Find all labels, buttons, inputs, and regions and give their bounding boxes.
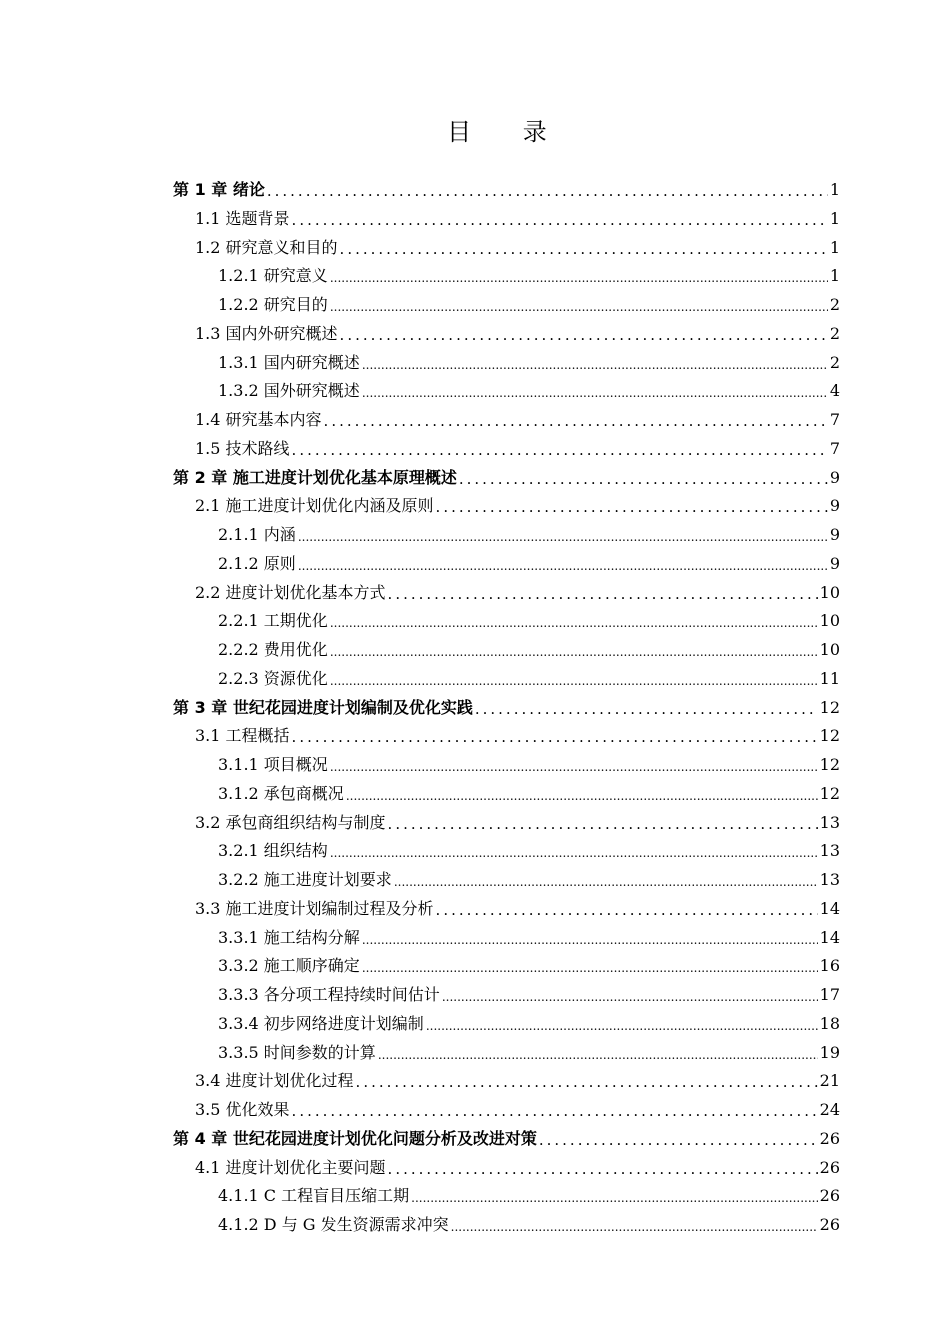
toc-entry-text: 1.3.1 国内研究概述 <box>218 352 360 372</box>
toc-entry-text: 1.3.2 国外研究概述 <box>218 381 360 401</box>
toc-entry-page-number: 26 <box>819 1215 840 1234</box>
toc-entry-page-number: 12 <box>819 783 840 803</box>
toc-entry-page-number: 10 <box>819 640 840 659</box>
toc-entry[interactable] <box>195 898 840 920</box>
toc-entry-page-number: 14 <box>819 927 840 947</box>
dot-leader <box>298 528 828 546</box>
dot-leader <box>539 1130 818 1150</box>
toc-entry-text: 第 4 章 世纪花园进度计划优化问题分析及改进对策 <box>173 1128 537 1148</box>
toc-entry[interactable] <box>218 927 840 949</box>
toc-entry-page-number: 24 <box>819 1100 840 1119</box>
toc-entry-text: 1.2 研究意义和目的 <box>195 237 338 257</box>
toc-entry[interactable] <box>218 553 840 575</box>
toc-entry[interactable] <box>173 697 840 719</box>
dot-leader <box>411 1189 818 1207</box>
dot-leader <box>340 239 828 259</box>
toc-entry-text: 1.2.1 研究意义 <box>218 266 328 286</box>
toc-entry-page-number: 9 <box>829 467 840 487</box>
toc-entry-text: 2.2.3 资源优化 <box>218 668 328 688</box>
toc-entry[interactable] <box>218 352 840 374</box>
toc-entry[interactable] <box>218 955 840 977</box>
toc-entry-page-number: 2 <box>829 352 840 372</box>
toc-entry-text: 2.2 进度计划优化基本方式 <box>195 582 386 602</box>
toc-entry[interactable] <box>218 668 840 690</box>
dot-leader <box>451 1218 818 1236</box>
toc-entry-text: 第 2 章 施工进度计划优化基本原理概述 <box>173 467 457 487</box>
dot-leader <box>356 1072 818 1092</box>
toc-entry-page-number: 1 <box>829 208 840 228</box>
toc-entry[interactable] <box>173 179 840 201</box>
toc-entry[interactable] <box>218 1214 840 1236</box>
toc-entry-text: 3.4 进度计划优化过程 <box>195 1071 354 1091</box>
dot-leader <box>388 814 818 834</box>
dot-leader <box>330 298 828 316</box>
toc-entry[interactable] <box>195 1070 840 1092</box>
dot-leader <box>442 988 818 1006</box>
dot-leader <box>298 557 828 575</box>
toc-title: 目 录 <box>447 118 569 146</box>
dot-leader <box>330 672 818 690</box>
dot-leader <box>267 181 828 201</box>
toc-entry[interactable] <box>195 812 840 834</box>
dot-leader <box>362 931 818 949</box>
toc-entry-page-number: 2 <box>829 295 840 314</box>
dot-leader <box>459 469 828 489</box>
toc-entry-page-number: 26 <box>819 1128 840 1148</box>
toc-entry[interactable] <box>218 639 840 661</box>
toc-entry-text: 2.2.2 费用优化 <box>218 640 328 659</box>
toc-entry-text: 第 1 章 绪论 <box>173 180 265 199</box>
dot-leader <box>362 959 818 977</box>
toc-entry-text: 3.3.2 施工顺序确定 <box>218 956 360 976</box>
toc-entry[interactable] <box>173 467 840 489</box>
toc-entry-page-number: 26 <box>819 1157 840 1177</box>
toc-entry-text: 1.4 研究基本内容 <box>195 410 322 429</box>
toc-entry-text: 4.1 进度计划优化主要问题 <box>195 1157 386 1177</box>
toc-entry-page-number: 9 <box>829 525 840 544</box>
toc-entry-text: 4.1.2 D 与 G 发生资源需求冲突 <box>218 1215 449 1234</box>
toc-entry-page-number: 10 <box>819 582 840 602</box>
toc-entry-text: 3.3.4 初步网络进度计划编制 <box>218 1013 424 1033</box>
toc-entry-page-number: 18 <box>819 1013 840 1033</box>
toc-entry[interactable] <box>195 237 840 259</box>
toc-entry-page-number: 4 <box>829 381 840 401</box>
toc-entry[interactable] <box>218 840 840 862</box>
toc-entry-text: 1.1 选题背景 <box>195 208 290 228</box>
toc-entry-page-number: 12 <box>819 697 840 717</box>
dot-leader <box>378 1046 818 1064</box>
dot-leader <box>436 900 818 920</box>
dot-leader <box>330 643 818 661</box>
toc-entry-page-number: 16 <box>819 956 840 976</box>
toc-entry-page-number: 1 <box>829 237 840 257</box>
dot-leader <box>388 584 818 604</box>
toc-entry-text: 3.2.1 组织结构 <box>218 841 328 861</box>
dot-leader <box>388 1159 818 1179</box>
toc-entry[interactable] <box>218 380 840 402</box>
toc-entry-page-number: 11 <box>819 668 840 688</box>
dot-leader <box>362 356 828 374</box>
toc-entry[interactable] <box>218 1185 840 1207</box>
toc-entry-page-number: 7 <box>829 410 840 429</box>
toc-entry-page-number: 21 <box>819 1071 840 1091</box>
toc-entry-page-number: 10 <box>819 611 840 631</box>
toc-entry-text: 2.1.2 原则 <box>218 553 296 573</box>
toc-entry[interactable] <box>218 984 840 1006</box>
toc-entry-text: 1.5 技术路线 <box>195 438 290 458</box>
toc-entry[interactable] <box>218 265 840 287</box>
toc-entry-page-number: 14 <box>819 898 840 918</box>
toc-entry[interactable] <box>218 754 840 776</box>
toc-entry[interactable] <box>195 438 840 460</box>
toc-entry[interactable] <box>218 869 840 891</box>
toc-entry-text: 3.3.1 施工结构分解 <box>218 927 360 947</box>
toc-entry-text: 2.1 施工进度计划优化内涵及原则 <box>195 496 434 516</box>
toc-entry[interactable] <box>195 725 840 747</box>
toc-entry[interactable] <box>195 323 840 345</box>
toc-entry-text: 2.2.1 工期优化 <box>218 611 328 631</box>
toc-entry[interactable] <box>195 208 840 230</box>
toc-entry-page-number: 12 <box>819 726 840 746</box>
toc-entry[interactable] <box>218 1013 840 1035</box>
toc-entry-text: 4.1.1 C 工程盲目压缩工期 <box>218 1186 410 1206</box>
dot-leader <box>330 614 818 632</box>
toc-entry-page-number: 12 <box>819 755 840 774</box>
dot-leader <box>292 1101 818 1121</box>
toc-entry-text: 3.2.2 施工进度计划要求 <box>218 870 392 889</box>
toc-entry-page-number: 1 <box>829 266 840 286</box>
toc-entry[interactable] <box>218 294 840 316</box>
toc-entry[interactable] <box>218 783 840 805</box>
toc-entry[interactable] <box>218 524 840 546</box>
toc-entry-text: 3.3.5 时间参数的计算 <box>218 1042 376 1062</box>
toc-entry-page-number: 13 <box>819 841 840 861</box>
dot-leader <box>394 873 818 891</box>
toc-entry-text: 3.1 工程概括 <box>195 726 290 746</box>
dot-leader <box>292 210 828 230</box>
toc-entry-text: 1.3 国内外研究概述 <box>195 323 338 343</box>
toc-entry-text: 1.2.2 研究目的 <box>218 295 328 314</box>
toc-entry-page-number: 1 <box>829 180 840 199</box>
toc-entry[interactable] <box>173 1128 840 1150</box>
dot-leader <box>330 758 818 776</box>
dot-leader <box>330 269 828 287</box>
toc-entry[interactable] <box>195 582 840 604</box>
toc-entry-page-number: 2 <box>829 323 840 343</box>
toc-entry[interactable] <box>218 610 840 632</box>
toc-entry[interactable] <box>195 1099 840 1121</box>
toc-entry[interactable] <box>195 1157 840 1179</box>
toc-entry[interactable] <box>218 1042 840 1064</box>
toc-entry-text: 2.1.1 内涵 <box>218 525 296 544</box>
toc-entry-text: 第 3 章 世纪花园进度计划编制及优化实践 <box>173 697 473 717</box>
toc-entry[interactable] <box>195 409 840 431</box>
dot-leader <box>346 787 818 805</box>
toc-entry-page-number: 7 <box>829 438 840 458</box>
dot-leader <box>330 844 818 862</box>
dot-leader <box>475 699 818 719</box>
toc-entry-text: 3.2 承包商组织结构与制度 <box>195 812 386 832</box>
dot-leader <box>362 384 828 402</box>
toc-entry-page-number: 9 <box>829 496 840 516</box>
dot-leader <box>324 411 828 431</box>
toc-entry-page-number: 19 <box>819 1042 840 1062</box>
dot-leader <box>436 497 828 517</box>
toc-entry-page-number: 17 <box>819 985 840 1004</box>
dot-leader <box>426 1017 818 1035</box>
dot-leader <box>292 440 828 460</box>
toc-entry-text: 3.1.1 项目概况 <box>218 755 328 774</box>
toc-entry[interactable] <box>195 495 840 517</box>
toc-entry-page-number: 13 <box>819 812 840 832</box>
toc-entry-page-number: 13 <box>819 870 840 889</box>
toc-entry-text: 3.5 优化效果 <box>195 1100 290 1119</box>
dot-leader <box>340 325 828 345</box>
toc-entry-page-number: 9 <box>829 553 840 573</box>
toc-entry-text: 3.1.2 承包商概况 <box>218 783 344 803</box>
toc-entry-page-number: 26 <box>819 1186 840 1206</box>
toc-entry-text: 3.3.3 各分项工程持续时间估计 <box>218 985 440 1004</box>
dot-leader <box>292 727 818 747</box>
toc-entry-text: 3.3 施工进度计划编制过程及分析 <box>195 898 434 918</box>
